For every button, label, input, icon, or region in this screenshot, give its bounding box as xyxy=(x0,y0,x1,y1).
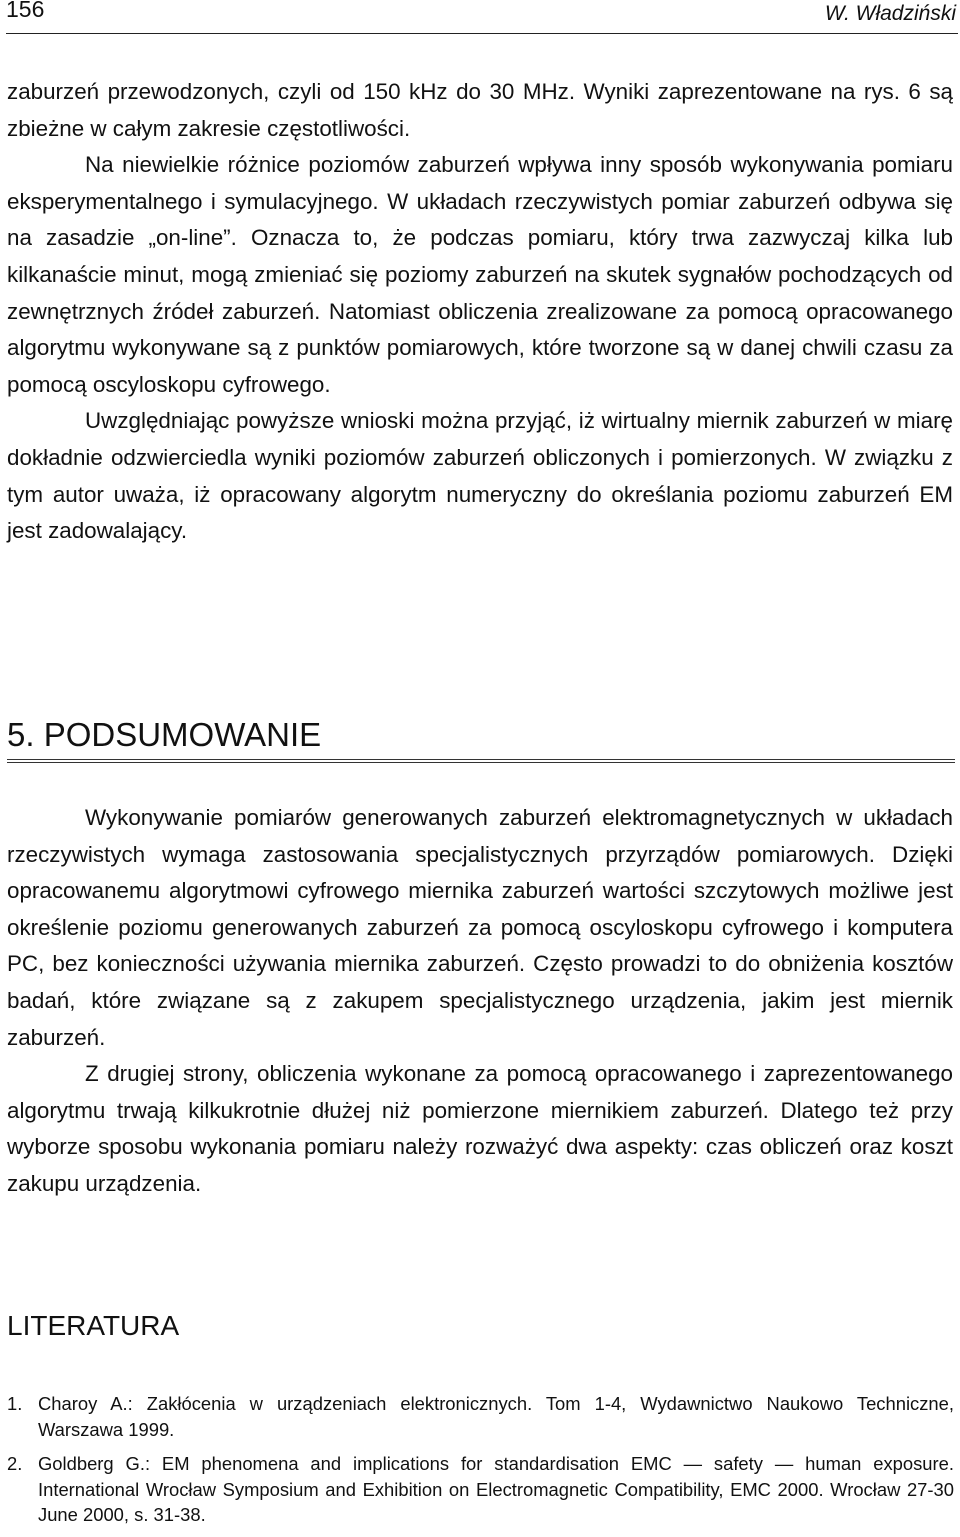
reference-item xyxy=(7,1391,954,1442)
paragraph: Na niewielkie różnice poziomów zaburzeń wpływa inny sposób wykonywania pomiaru eksperymentalnego i symulacyjnego. W układach rzeczywistych pomiar zaburzeń odbywa się na zasadzie „on-line”. Oznacza to, że podczas pomiaru, który trwa zazwyczaj kilka lub kilkanaście minut, mogą zmieniać się poziomy zaburzeń na skutek sygnałów pochodzących od zewnętrznych źródeł zaburzeń. Natomiast obliczenia zrealizowane za pomocą opracowanego algorytmu wykonywane są z punktów pomiarowych, które tworzone są w danej chwili czasu za pomocą oscyloskopu cyfrowego. xyxy=(7,152,953,397)
intro-text xyxy=(7,74,953,550)
reference-list xyxy=(7,1391,954,1537)
page-number: 156 xyxy=(6,0,45,22)
running-author: W. Władziński xyxy=(824,2,956,25)
reference-number: 2. xyxy=(7,1453,23,1474)
reference-number: 1. xyxy=(7,1393,23,1414)
running-header xyxy=(6,0,958,34)
reference-text: Goldberg G.: EM phenomena and implications for standardisation EMC — safety — human exposure. International Wrocław Symposium and Exhibition on Electromagnetic Compatibility, EMC 2000. Wrocław 27-30 June 2000, s. 31-38. xyxy=(38,1453,954,1525)
paragraph: Wykonywanie pomiarów generowanych zaburzeń elektromagnetycznych w układach rzeczywistych wymaga zastosowania specjalistycznych przyrządów pomiarowych. Dzięki opracowanemu algorytmowi cyfrowego miernika zaburzeń wartości szczytowych możliwe jest określenie poziomu generowanych zaburzeń za pomocą oscyloskopu cyfrowego i komputera PC, bez konieczności używania miernika zaburzeń. Często prowadzi to do obniżenia kosztów badań, które związane są z zakupem specjalistycznego urządzenia, jakim jest miernik zaburzeń. xyxy=(7,805,953,1050)
section-heading-literature: LITERATURA xyxy=(7,1310,180,1341)
section-heading-summary: 5. PODSUMOWANIE xyxy=(7,715,955,763)
paragraph: Z drugiej strony, obliczenia wykonane za pomocą opracowanego i zaprezentowanego algorytmu trwają kilkukrotnie dłużej niż pomierzone miernikiem zaburzeń. Dlatego też przy wyborze sposobu wykonania pomiaru należy rozważyć dwa aspekty: czas obliczeń oraz koszt zakupu urządzenia. xyxy=(7,1061,953,1196)
paragraph: Uwzględniając powyższe wnioski można przyjąć, iż wirtualny miernik zaburzeń w miarę dokładnie odzwierciedla wyniki poziomów zaburzeń obliczonych i pomierzonych. W związku z tym autor uważa, iż opracowany algorytm numeryczny do określania poziomu zaburzeń EM jest zadowalający. xyxy=(7,408,953,544)
paragraph: zaburzeń przewodzonych, czyli od 150 kHz do 30 MHz. Wyniki zaprezentowane na rys. 6 są zbieżne w całym zakresie częstotliwości. xyxy=(7,79,953,141)
reference-text: Charoy A.: Zakłócenia w urządzeniach elektronicznych. Tom 1-4, Wydawnictwo Naukowo Techniczne, Warszawa 1999. xyxy=(38,1393,954,1440)
summary-text xyxy=(7,800,953,1203)
reference-item xyxy=(7,1451,954,1528)
